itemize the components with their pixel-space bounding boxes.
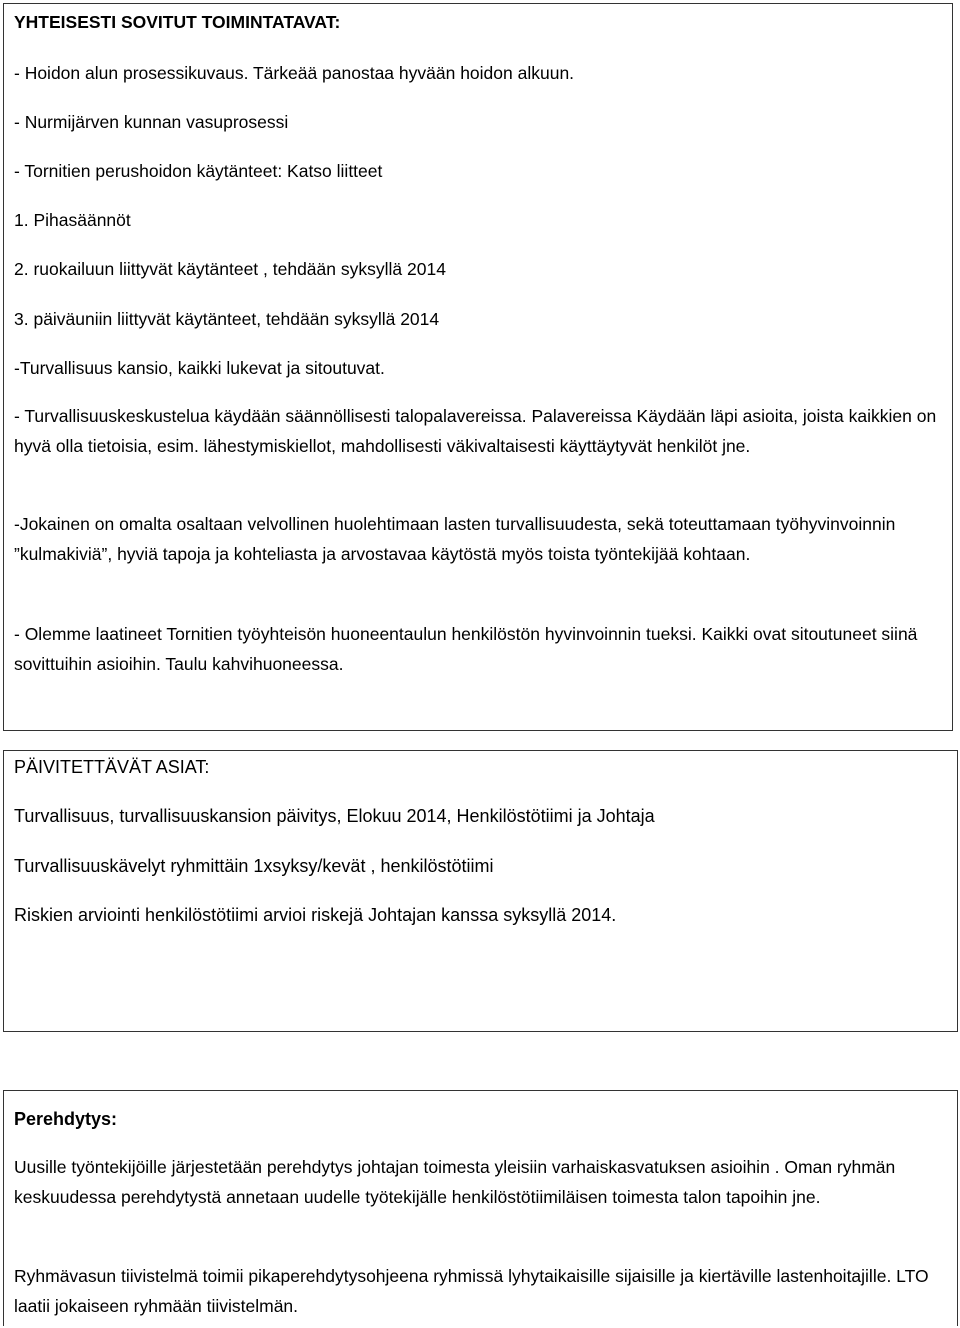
agreed-practice-line: 2. ruokailuun liittyvät käytänteet , tehdään syksyllä 2014 <box>14 259 446 279</box>
agreed-practice-line: 3. päiväuniin liittyvät käytänteet, tehdään syksyllä 2014 <box>14 309 440 329</box>
agreed-practice-line: - Hoidon alun prosessikuvaus. Tärkeää panostaa hyvään hoidon alkuun. <box>14 63 575 83</box>
orientation-section <box>3 1090 958 1326</box>
agreed-practice-paragraph: -Jokainen on omalta osaltaan velvollinen huolehtimaan lasten turvallisuudesta, sekä toteuttamaan työhyvinvoinnin ”kulmakiviä”, hyviä tapoja ja kohteliasta ja arvostavaa käytöstä myös toista työntekijää kohtaan. <box>14 514 896 564</box>
orientation-paragraph: Uusille työntekijöille järjestetään perehdytys johtajan toimesta yleisiin varhaiskasvatuksen asioihin . Oman ryhmän keskuudessa perehdytystä annetaan uudelle työtekijälle henkilöstötiimiläisen toimesta talon tapoihin jne. <box>14 1157 896 1207</box>
agreed-practice-line: -Turvallisuus kansio, kaikki lukevat ja sitoutuvat. <box>14 358 385 378</box>
orientation-heading: Perehdytys: <box>14 1109 118 1129</box>
agreed-practice-line: - Nurmijärven kunnan vasuprosessi <box>14 112 289 132</box>
update-item-line: Turvallisuuskävelyt ryhmittäin 1xsyksy/kevät , henkilöstötiimi <box>14 856 494 876</box>
update-item-line: Turvallisuus, turvallisuuskansion päivitys, Elokuu 2014, Henkilöstötiimi ja Johtaja <box>14 806 655 826</box>
agreed-practice-paragraph: - Turvallisuuskeskustelua käydään säännöllisesti talopalavereissa. Palavereissa Käydään läpi asioita, joista kaikkien on hyvä olla tietoisia, esim. lähestymiskiellot, mahdollisesti väkivaltaisesti käyttäytyvät henkilöt jne. <box>14 406 937 456</box>
agreed-practice-line: 1. Pihasäännöt <box>14 210 131 230</box>
agreed-practices-section <box>3 3 953 731</box>
agreed-practices-heading: YHTEISESTI SOVITUT TOIMINTATAVAT: <box>14 12 341 32</box>
update-item-line: Riskien arviointi henkilöstötiimi arvioi riskejä Johtajan kanssa syksyllä 2014. <box>14 905 617 925</box>
items-to-update-heading: PÄIVITETTÄVÄT ASIAT: <box>14 757 210 777</box>
items-to-update-section <box>3 750 958 1032</box>
orientation-paragraph: Ryhmävasun tiivistelmä toimii pikaperehdytysohjeena ryhmissä lyhytaikaisille sijaisille ja kiertäville lastenhoitajille. LTO laatii jokaiseen ryhmään tiivistelmän. <box>14 1266 929 1316</box>
agreed-practice-line: - Tornitien perushoidon käytänteet: Katso liitteet <box>14 161 383 181</box>
agreed-practice-paragraph: - Olemme laatineet Tornitien työyhteisön huoneentaulun henkilöstön hyvinvoinnin tueksi. Kaikki ovat sitoutuneet siinä sovittuihin asioihin. Taulu kahvihuoneessa. <box>14 624 918 674</box>
